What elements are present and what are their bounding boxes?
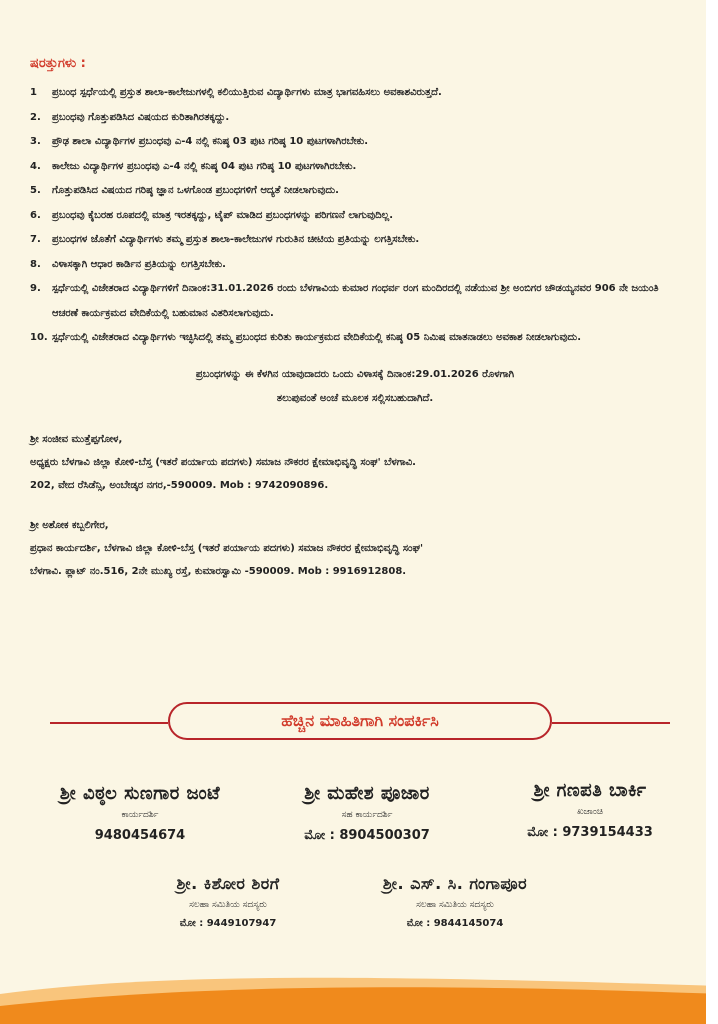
contact-line: ಪ್ರಧಾನ ಕಾರ್ಯದರ್ಶಿ, ಬೆಳಗಾವಿ ಜಿಲ್ಲಾ ಕೋಳಿ-ಬೆಸ್ತ (ಇತರೆ ಪರ್ಯಾಯ ಪದಗಳು) ಸಮಾಜ ನೌಕರರ ಕ್ಷೇಮಾಭಿವೃದ್ಧಿ ಸಂಘ': [30, 542, 424, 554]
condition-item: 1 ಪ್ರಬಂಧ ಸ್ಪರ್ಧೆಯಲ್ಲಿ ಪ್ರಸ್ತುತ ಶಾಲಾ-ಕಾಲೇಜುಗಳಲ್ಲಿ ಕಲಿಯುತ್ತಿರುವ ವಿದ್ಯಾರ್ಥಿಗಳು ಮಾತ್ರ ಭಾಗವಹಿಸಲು ಅವಕಾಶವಿರುತ್ತದೆ.: [30, 87, 442, 98]
condition-item: 3. ಪ್ರೌಢ ಶಾಲಾ ವಿದ್ಯಾರ್ಥಿಗಳ ಪ್ರಬಂಧವು ಎ-4 ನಲ್ಲಿ ಕನಿಷ್ಠ 03 ಪುಟ ಗರಿಷ್ಠ 10 ಪುಟಗಳಾಗಿರಬೇಕು.: [30, 136, 369, 147]
page-edge: [706, 0, 718, 1024]
conditions-list: [30, 81, 680, 351]
condition-item: 10. ಸ್ಪರ್ಧೆಯಲ್ಲಿ ವಿಜೇತರಾದ ವಿದ್ಯಾರ್ಥಿಗಳು ಇಚ್ಛಿಸಿದಲ್ಲಿ ತಮ್ಮ ಪ್ರಬಂಧದ ಕುರಿತು ಕಾರ್ಯಕ್ರಮದ ವೇದಿಕೆಯಲ್ಲಿ ಕನಿಷ್ಠ 05 ನಿಮಿಷ ಮಾತನಾಡಲು ಅವಕಾಶ ನೀಡಲಾಗುವುದು.: [30, 332, 582, 343]
person-card: [128, 874, 328, 929]
contact-line: 202, ವೇದ ರೆಸಿಡೆನ್ಸಿ, ಅಂಬೇಡ್ಕರ ನಗರ,-590009. Mob : 9742090896.: [30, 479, 329, 491]
footer-wave: [0, 964, 718, 1024]
contact-line: ಬೆಳಗಾವಿ. ಪ್ಲಾಟ್ ನಂ.516, 2ನೇ ಮುಖ್ಯ ರಸ್ತೆ, ಕುಮಾರಸ್ವಾಮಿ -590009. Mob : 9916912808.: [30, 565, 407, 577]
conditions-section: [30, 56, 680, 583]
person-name: ಶ್ರೀ. ಕಿಶೋರ ಶಿರಗೆ: [176, 874, 280, 893]
contact-address: [30, 515, 680, 583]
person-card: [490, 780, 690, 840]
condition-item: 4. ಕಾಲೇಜು ವಿದ್ಯಾರ್ಥಿಗಳ ಪ್ರಬಂಧವು ಎ-4 ನಲ್ಲಿ ಕನಿಷ್ಠ 04 ಪುಟ ಗರಿಷ್ಠ 10 ಪುಟಗಳಾಗಿರಬೇಕು.: [30, 160, 357, 172]
person-role: ಕಾರ್ಯದರ್ಶಿ: [121, 810, 159, 820]
person-phone: ಮೋ : 9844145074: [406, 918, 504, 929]
banner-divider: [50, 722, 168, 724]
condition-item: 5. ಗೊತ್ತುಪಡಿಸಿದ ವಿಷಯದ ಗರಿಷ್ಠ ಜ್ಞಾನ ಒಳಗೊಂಡ ಪ್ರಬಂಧಗಳಿಗೆ ಆದ್ಯತೆ ನೀಡಲಾಗುವುದು.: [30, 185, 339, 196]
person-role: ಸಹ ಕಾರ್ಯದರ್ಶಿ: [341, 810, 393, 820]
person-name: ಶ್ರೀ. ಎಸ್. ಸಿ. ಗಂಗಾಪೂರ: [382, 874, 528, 893]
submission-notice: [30, 363, 680, 411]
condition-item: 8. ವಿಳಾಸಕ್ಕಾಗಿ ಆಧಾರ ಕಾರ್ಡಿನ ಪ್ರತಿಯನ್ನು ಲಗತ್ತಿಸಬೇಕು.: [30, 258, 226, 270]
condition-item: 9. ಸ್ಪರ್ಧೆಯಲ್ಲಿ ವಿಜೇತರಾದ ವಿದ್ಯಾರ್ಥಿಗಳಿಗೆ ದಿನಾಂಕ:31.01.2026 ರಂದು ಬೆಳಗಾವಿಯ ಕುಮಾರ ಗಂಧರ್ವ ರಂಗ ಮಂದಿರದಲ್ಲಿ ನಡೆಯುವ ಶ್ರೀ ಅಂಬಿಗರ ಚೌಡಯ್ಯನವರ 906 ನೇ ಜಯಂತಿ ಆಚರಣೆ ಕಾರ್ಯಕ್ರಮದ ವೇದಿಕೆಯಲ್ಲಿ ಬಹುಮಾನ ವಿತರಿಸಲಾಗುವುದು.: [30, 283, 659, 319]
person-card: [262, 783, 472, 843]
person-name: ಶ್ರೀ ಮಹೇಶ ಪೂಜಾರ: [304, 783, 430, 804]
condition-item: 2. ಪ್ರಬಂಧವು ಗೊತ್ತುಪಡಿಸಿದ ವಿಷಯದ ಕುರಿತಾಗಿರತಕ್ಕದ್ದು.: [30, 111, 230, 123]
contact-address: [30, 429, 680, 497]
notice-line: ತಲುಪುವಂತೆ ಅಂಚೆ ಮೂಲಕ ಸಲ್ಲಿಸಬಹುದಾಗಿದೆ.: [276, 392, 434, 404]
notice-line: ಪ್ರಬಂಧಗಳನ್ನು ಈ ಕೆಳಗಿನ ಯಾವುದಾದರು ಒಂದು ವಿಳಾಸಕ್ಕೆ ದಿನಾಂಕ:29.01.2026 ರೊಳಗಾಗಿ: [195, 368, 515, 380]
contact-name: ಶ್ರೀ ಸಂಜೀವ ಮುತ್ತೆಪ್ಪಗೋಳ,: [30, 433, 123, 445]
person-phone: ಮೋ : 9739154433: [527, 825, 653, 840]
person-phone: ಮೋ : 8904500307: [304, 828, 430, 843]
banner-pill: ಹೆಚ್ಚಿನ ಮಾಹಿತಿಗಾಗಿ ಸಂಪರ್ಕಿಸಿ: [168, 702, 552, 740]
contact-banner: [50, 702, 670, 742]
person-phone: 9480454674: [94, 828, 186, 843]
contact-name: ಶ್ರೀ ಅಶೋಕ ಕಬ್ಬಲಿಗೇರ,: [30, 519, 109, 531]
person-card: [340, 874, 570, 929]
person-role: ಸಲಹಾ ಸಮಿತಿಯ ಸದಸ್ಯರು: [189, 900, 267, 910]
condition-item: 6. ಪ್ರಬಂಧವು ಕೈಬರಹ ರೂಪದಲ್ಲಿ ಮಾತ್ರ ಇರತಕ್ಕದ್ದು, ಟೈಪ್ ಮಾಡಿದ ಪ್ರಬಂಧಗಳನ್ನು ಪರಿಗಣನೆ ಲಾಗುವುದಿಲ್ಲ.: [30, 209, 394, 221]
banner-divider: [552, 722, 670, 724]
person-name: ಶ್ರೀ ಗಣಪತಿ ಬಾರ್ಕಿ: [533, 780, 647, 801]
condition-item: 7. ಪ್ರಬಂಧಗಳ ಜೊತೆಗೆ ವಿದ್ಯಾರ್ಥಿಗಳು ತಮ್ಮ ಪ್ರಸ್ತುತ ಶಾಲಾ-ಕಾಲೇಜುಗಳ ಗುರುತಿನ ಚೀಟಿಯ ಪ್ರತಿಯನ್ನು ಲಗತ್ತಿಸಬೇಕು.: [30, 234, 420, 245]
contact-line: ಅಧ್ಯಕ್ಷರು ಬೆಳಗಾವಿ ಜಿಲ್ಲಾ ಕೋಳಿ-ಬೆಸ್ತ (ಇತರೆ ಪರ್ಯಾಯ ಪದಗಳು) ಸಮಾಜ ನೌಕರರ ಕ್ಷೇಮಾಭಿವೃದ್ಧಿ ಸಂಘ' ಬೆಳಗಾವಿ.: [30, 456, 416, 468]
person-phone: ಮೋ : 9449107947: [179, 918, 277, 929]
person-role: ಖಜಾಂಚಿ: [577, 807, 603, 817]
person-role: ಸಲಹಾ ಸಮಿತಿಯ ಸದಸ್ಯರು: [416, 900, 494, 910]
person-name: ಶ್ರೀ ವಿಠ್ಠಲ ಸುಣಗಾರ ಜಂಟೆ: [59, 783, 221, 804]
person-card: [20, 783, 260, 843]
conditions-heading: ಷರತ್ತುಗಳು :: [30, 56, 86, 71]
